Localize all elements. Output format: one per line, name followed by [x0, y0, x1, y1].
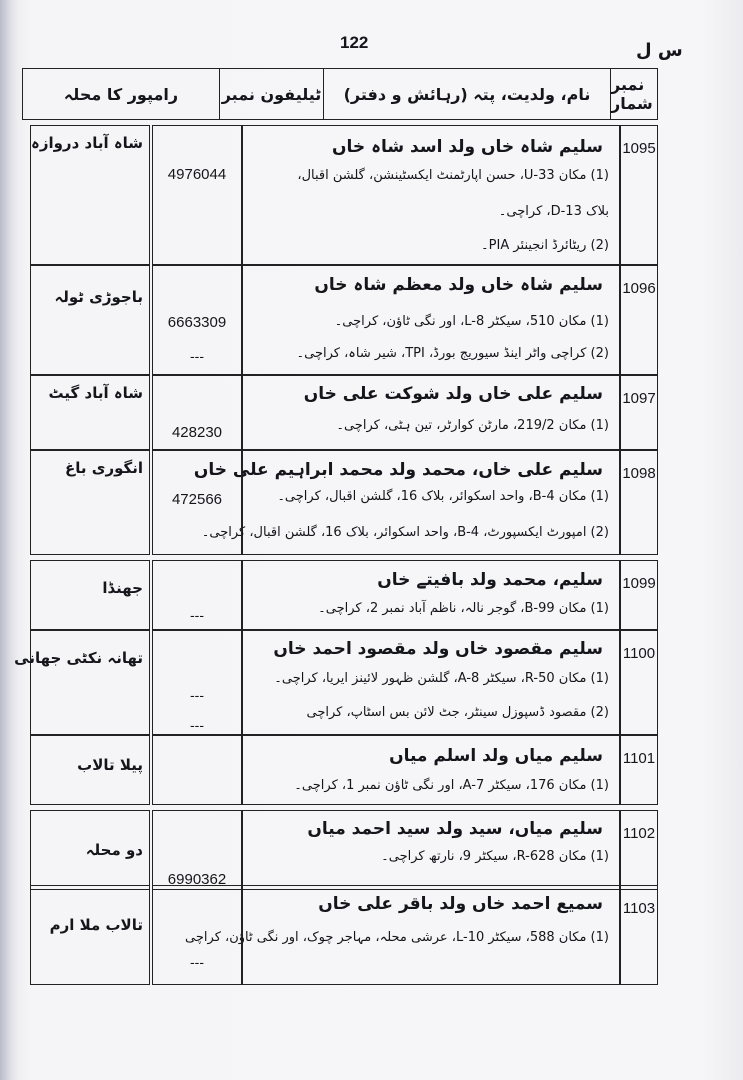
telephone-cell: [152, 560, 242, 630]
locality-name: شاہ آباد دروازہ: [31, 134, 143, 152]
header-name-address: نام، ولدیت، پتہ (رہائش و دفتر): [323, 69, 610, 119]
person-name: سلیم میاں ولد اسلم میاں: [389, 746, 603, 766]
locality-name: باجوڑی ٹولہ: [54, 288, 143, 306]
address-line: (1) مکان 219/2، مارٹن کوارٹر، تین ہٹی، کراچی۔: [336, 418, 609, 433]
serial-number: 1100: [620, 630, 658, 735]
name-address-cell: [242, 630, 620, 735]
locality-name: دو محلہ: [85, 841, 143, 859]
locality-name: انگوری باغ: [64, 459, 143, 477]
header-serial: نمبر شمار: [610, 69, 657, 119]
address-line: (1) مکان R-628، سیکٹر 9، نارتھ کراچی۔: [381, 849, 609, 864]
person-name: سلیم علی خاں ولد شوکت علی خاں: [303, 384, 603, 404]
locality-name: پیلا تالاب: [77, 756, 143, 774]
telephone-cell: [152, 375, 242, 450]
locality-cell: [14, 630, 150, 735]
name-address-cell: [242, 265, 620, 375]
telephone-empty: ---: [189, 719, 205, 734]
serial-number: 1097: [620, 375, 658, 450]
address-line: (2) امپورٹ ایکسپورٹ، B-4، واحد اسکوائر، بلاک 16، گلشن اقبال، کراچی۔: [201, 525, 609, 540]
locality-name: تھانہ نکٹی جھانی: [14, 649, 143, 667]
telephone-empty: ---: [189, 609, 205, 624]
address-line: (1) مکان 588، سیکٹر L-10، عرشی محلہ، مہاجر چوک، اور نگی ٹاؤن، کراچی: [185, 930, 609, 945]
locality-cell: [30, 735, 150, 805]
telephone-number: 472566: [171, 491, 223, 508]
telephone-empty: ---: [189, 956, 205, 971]
name-address-cell: [185, 885, 620, 985]
person-name: سلیم علی خاں، محمد ولد محمد ابراہیم علی خاں: [193, 460, 603, 480]
name-address-cell: [242, 735, 620, 805]
serial-number: 1096: [620, 265, 658, 375]
address-line: (1) مکان 176، سیکٹر A-7، اور نگی ٹاؤن نمبر 1، کراچی۔: [294, 778, 609, 793]
telephone-number: 6663309: [167, 314, 227, 331]
telephone-cell: [152, 810, 242, 890]
address-line: (1) مکان U-33، حسن اپارٹمنٹ ایکسٹینشن، گلشن اقبال،: [297, 168, 609, 183]
telephone-empty: ---: [189, 689, 205, 704]
person-name: سلیم مقصود خاں ولد مقصود احمد خاں: [273, 639, 603, 659]
address-line: (1) مکان R-50، سیکٹر A-8، گلشن ظہور لائینز ایریا، کراچی۔: [274, 671, 609, 686]
locality-cell: [30, 560, 150, 630]
serial-number: 1102: [620, 810, 658, 890]
locality-cell: [30, 885, 150, 985]
book-spine: [0, 0, 18, 1080]
address-line: (2) کراچی واٹر اینڈ سیوریج بورڈ، TPI، شیر شاہ، کراچی۔: [296, 346, 609, 361]
locality-cell: [30, 450, 150, 555]
telephone-cell: [152, 885, 242, 985]
locality-cell: [30, 265, 150, 375]
locality-cell: [30, 810, 150, 890]
header-telephone: ٹیلیفون نمبر: [219, 69, 323, 119]
telephone-cell: [152, 125, 242, 265]
address-line: بلاک D-13، کراچی۔: [498, 204, 609, 219]
header-rampur-mohalla: رامپور کا محلہ: [63, 84, 179, 104]
telephone-cell: [152, 735, 242, 805]
telephone-number: 4976044: [167, 166, 227, 183]
address-line: (1) مکان B-4، واحد اسکوائر، بلاک 16، گلشن اقبال، کراچی۔: [277, 489, 609, 504]
telephone-number: 428230: [171, 424, 223, 441]
name-address-cell: [242, 810, 620, 890]
locality-name: جھنڈا: [102, 579, 143, 597]
address-line: (1) مکان 510، سیکٹر L-8، اور نگی ٹاؤن، کراچی۔: [334, 314, 609, 329]
name-address-cell: [242, 125, 620, 265]
name-address-cell: [242, 560, 620, 630]
locality-cell: [30, 125, 150, 265]
telephone-number: 6990362: [167, 871, 227, 888]
locality-cell: [30, 375, 150, 450]
serial-number: 1095: [620, 125, 658, 265]
person-name: سلیم شاہ خاں ولد معظم شاہ خاں: [314, 275, 603, 295]
page-number: 122: [340, 33, 369, 52]
person-name: سمیع احمد خاں ولد باقر علی خاں: [318, 894, 603, 914]
serial-number: 1101: [620, 735, 658, 805]
serial-number: 1098: [620, 450, 658, 555]
locality-name: تالاب ملا ارم: [49, 916, 143, 934]
person-name: سلیم، محمد ولد بافیتے خاں: [377, 570, 603, 590]
name-address-cell: [242, 375, 620, 450]
telephone-empty: ---: [189, 350, 205, 365]
corner-mark: س ل: [636, 40, 683, 61]
person-name: سلیم میاں، سید ولد سید احمد میاں: [307, 819, 603, 839]
locality-name: شاہ آباد گیٹ: [48, 384, 143, 402]
address-line: (1) مکان B-99، گوجر نالہ، ناظم آباد نمبر 2، کراچی۔: [318, 601, 609, 616]
address-line: (2) مقصود ڈسپوزل سینٹر، جٹ لائن بس اسٹاپ، کراچی: [306, 705, 609, 720]
address-line: (2) ریٹائرڈ انجینئر PIA۔: [481, 238, 609, 253]
table-header: [22, 68, 658, 120]
telephone-cell: [152, 450, 242, 555]
serial-number: 1099: [620, 560, 658, 630]
telephone-cell: [152, 265, 242, 375]
telephone-cell: [152, 630, 242, 735]
serial-number: 1103: [620, 885, 658, 985]
person-name: سلیم شاہ خاں ولد اسد شاہ خاں: [332, 137, 603, 157]
